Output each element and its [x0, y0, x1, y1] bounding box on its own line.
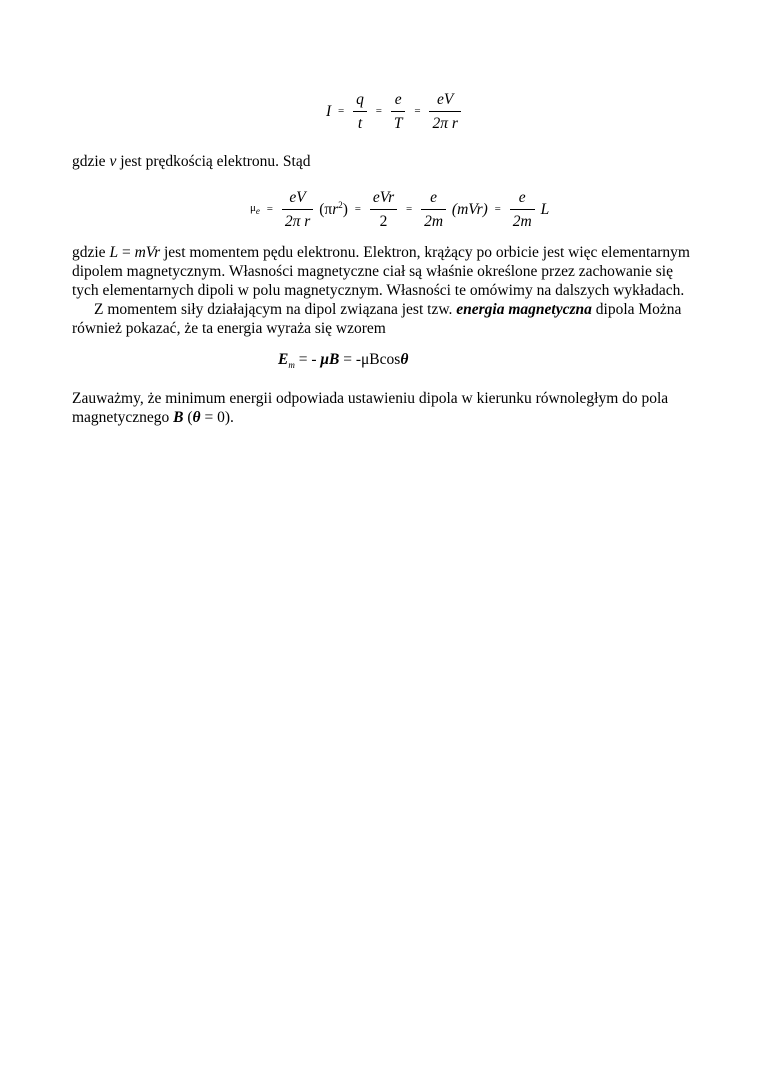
fraction-ev-2pir: $\frac{eV}{\text{2π r}}$ [429, 92, 460, 131]
paragraph-line: dipolem magnetycznym. Własności magnetyczne ciał są właśnie określone przez zachowanie się [72, 263, 673, 280]
symbol-mu: μ [250, 201, 256, 214]
text-velocity-line: gdzie v jest prędkością elektronu. Stąd [72, 153, 311, 170]
symbol-muB: μB [320, 351, 340, 368]
fraction-e-T: $\frac{e}{T}$ [391, 92, 406, 131]
paragraph-minimum-energy [72, 389, 692, 427]
paragraph-angular-momentum [72, 243, 692, 300]
paragraph-line: Zauważmy, że minimum energii odpowiada ustawieniu dipola w kierunku równoległym do pola [72, 390, 669, 407]
fraction-q-t: $\frac{q}{t}$ [353, 92, 367, 131]
term-energia-magnetyczna: energia magnetyczna [456, 301, 592, 318]
paragraph-line: gdzie L = mVr jest momentem pędu elektronu. Elektron, krążący po orbicie jest więc elementarnym [72, 244, 690, 261]
fraction-ev-2pir: $\frac{eV}{\text{2π r}}$ [282, 190, 313, 229]
symbol-E: E [278, 351, 289, 368]
paragraph-magnetic-energy [72, 300, 692, 338]
paren-mvr: (mVr) [451, 200, 488, 218]
paragraph-line: również pokazać, że ta energia wyraża się wzorem [72, 320, 386, 337]
paragraph-line: tych elementarnych dipoli w polu magnetycznym. Własności te omówimy na dalszych wykładach. [72, 282, 685, 299]
symbol-theta: θ [400, 351, 409, 368]
equation-magnetic-energy: $E_m$ = - μB = -μBcosθ [278, 351, 409, 371]
paragraph-line: Z momentem siły działającym na dipol związana jest tzw. energia magnetyczna dipola Można [94, 301, 682, 318]
paragraph-line: magnetycznego B (θ = 0). [72, 409, 234, 426]
var-v: v [109, 153, 117, 170]
equation-current: I = $\frac{q}{t}$ = $\frac{e}{T}$ = $\frac{eV}{\text{2π r}}$ [326, 92, 463, 131]
fraction-evr-2: $\frac{\text{eVr}}{2}$ [370, 190, 397, 229]
equation-magnetic-moment: $\mu_e$ = $\frac{eV}{\text{2π r}}$ $(\pi r^2)$ = $\frac{\text{eVr}}{2}$ = $\frac{e}{2m}$ (mVr) = $\frac{e}{2m}$ L [250, 189, 550, 230]
symbol-I: I [326, 102, 332, 120]
fraction-e-2m: $\frac{e}{2m}$ [421, 190, 446, 229]
symbol-L: L [540, 200, 550, 218]
fraction-e-2m-second: $\frac{e}{2m}$ [510, 190, 535, 229]
paren-pi-r2: $(\pi r^2)$ [319, 200, 348, 219]
